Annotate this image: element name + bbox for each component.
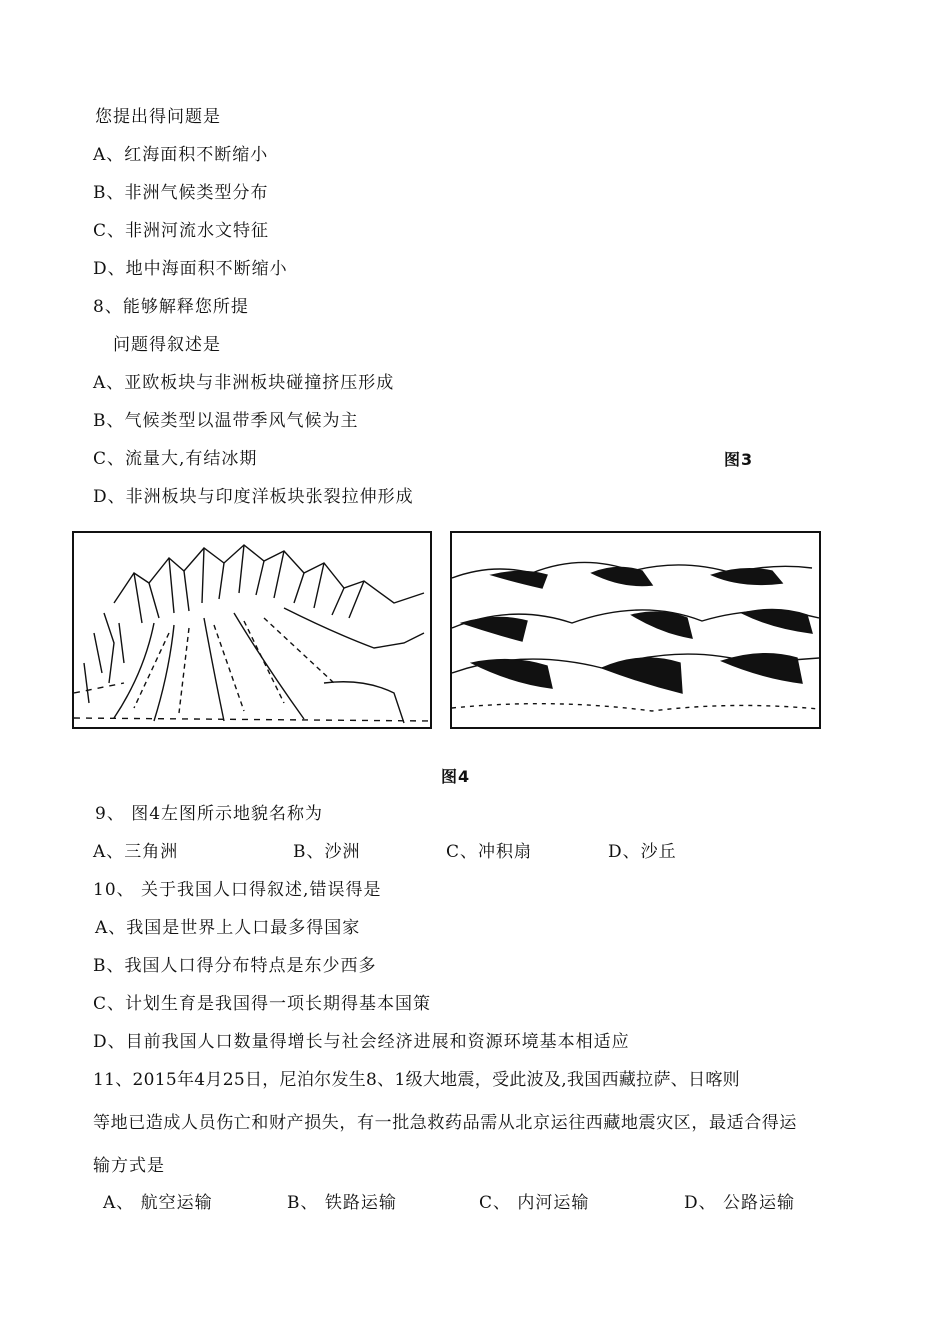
figure-3-label: 图3 bbox=[724, 450, 754, 469]
question-9-stem: 9、 图4左图所示地貌名称为 bbox=[95, 804, 324, 824]
question-11-option-b: B、 铁路运输 bbox=[287, 1193, 397, 1213]
question-8-stem-line-1: 8、能够解释您所提 bbox=[93, 297, 249, 317]
alluvial-fan-illustration bbox=[72, 531, 432, 729]
question-10-option-a: A、我国是世界上人口最多得国家 bbox=[95, 918, 361, 938]
figure-4-label: 图4 bbox=[441, 767, 471, 786]
question-11-stem-line-1: 11、2015年4月25日，尼泊尔发生8、1级大地震，受此波及,我国西藏拉萨、日喀则 bbox=[93, 1070, 740, 1090]
question-9-option-b: B、沙洲 bbox=[293, 842, 361, 862]
question-9-option-c: C、冲积扇 bbox=[446, 842, 533, 862]
question-8-stem-line-2: 问题得叙述是 bbox=[113, 335, 221, 355]
question-8-option-b: B、气候类型以温带季风气候为主 bbox=[93, 411, 359, 431]
text-line-3: B、非洲气候类型分布 bbox=[93, 183, 269, 203]
question-9-option-a: A、三角洲 bbox=[93, 842, 179, 862]
question-8-option-d: D、非洲板块与印度洋板块张裂拉伸形成 bbox=[93, 487, 414, 507]
question-10-option-d: D、目前我国人口数量得增长与社会经济进展和资源环境基本相适应 bbox=[93, 1032, 630, 1052]
question-11-stem-line-2: 等地已造成人员伤亡和财产损失，有一批急救药品需从北京运往西藏地震灾区，最适合得运 bbox=[93, 1113, 797, 1133]
question-10-option-c: C、计划生育是我国得一项长期得基本国策 bbox=[93, 994, 432, 1014]
text-line-2: A、红海面积不断缩小 bbox=[93, 145, 269, 165]
question-8-option-c: C、流量大,有结冰期 bbox=[93, 449, 258, 469]
question-11-option-a: A、 航空运输 bbox=[103, 1193, 213, 1213]
text-line-5: D、地中海面积不断缩小 bbox=[93, 259, 288, 279]
text-line-4: C、非洲河流水文特征 bbox=[93, 221, 270, 241]
question-11-option-d: D、 公路运输 bbox=[684, 1193, 796, 1213]
question-9-option-d: D、沙丘 bbox=[608, 842, 677, 862]
question-11-option-c: C、 内河运输 bbox=[479, 1193, 590, 1213]
text-line-1: 您提出得问题是 bbox=[95, 107, 221, 127]
question-8-option-a: A、亚欧板块与非洲板块碰撞挤压形成 bbox=[93, 373, 395, 393]
sand-dunes-illustration bbox=[450, 531, 821, 729]
question-11-stem-line-3: 输方式是 bbox=[93, 1156, 165, 1176]
question-10-stem: 10、 关于我国人口得叙述,错误得是 bbox=[93, 880, 382, 900]
question-10-option-b: B、我国人口得分布特点是东少西多 bbox=[93, 956, 377, 976]
